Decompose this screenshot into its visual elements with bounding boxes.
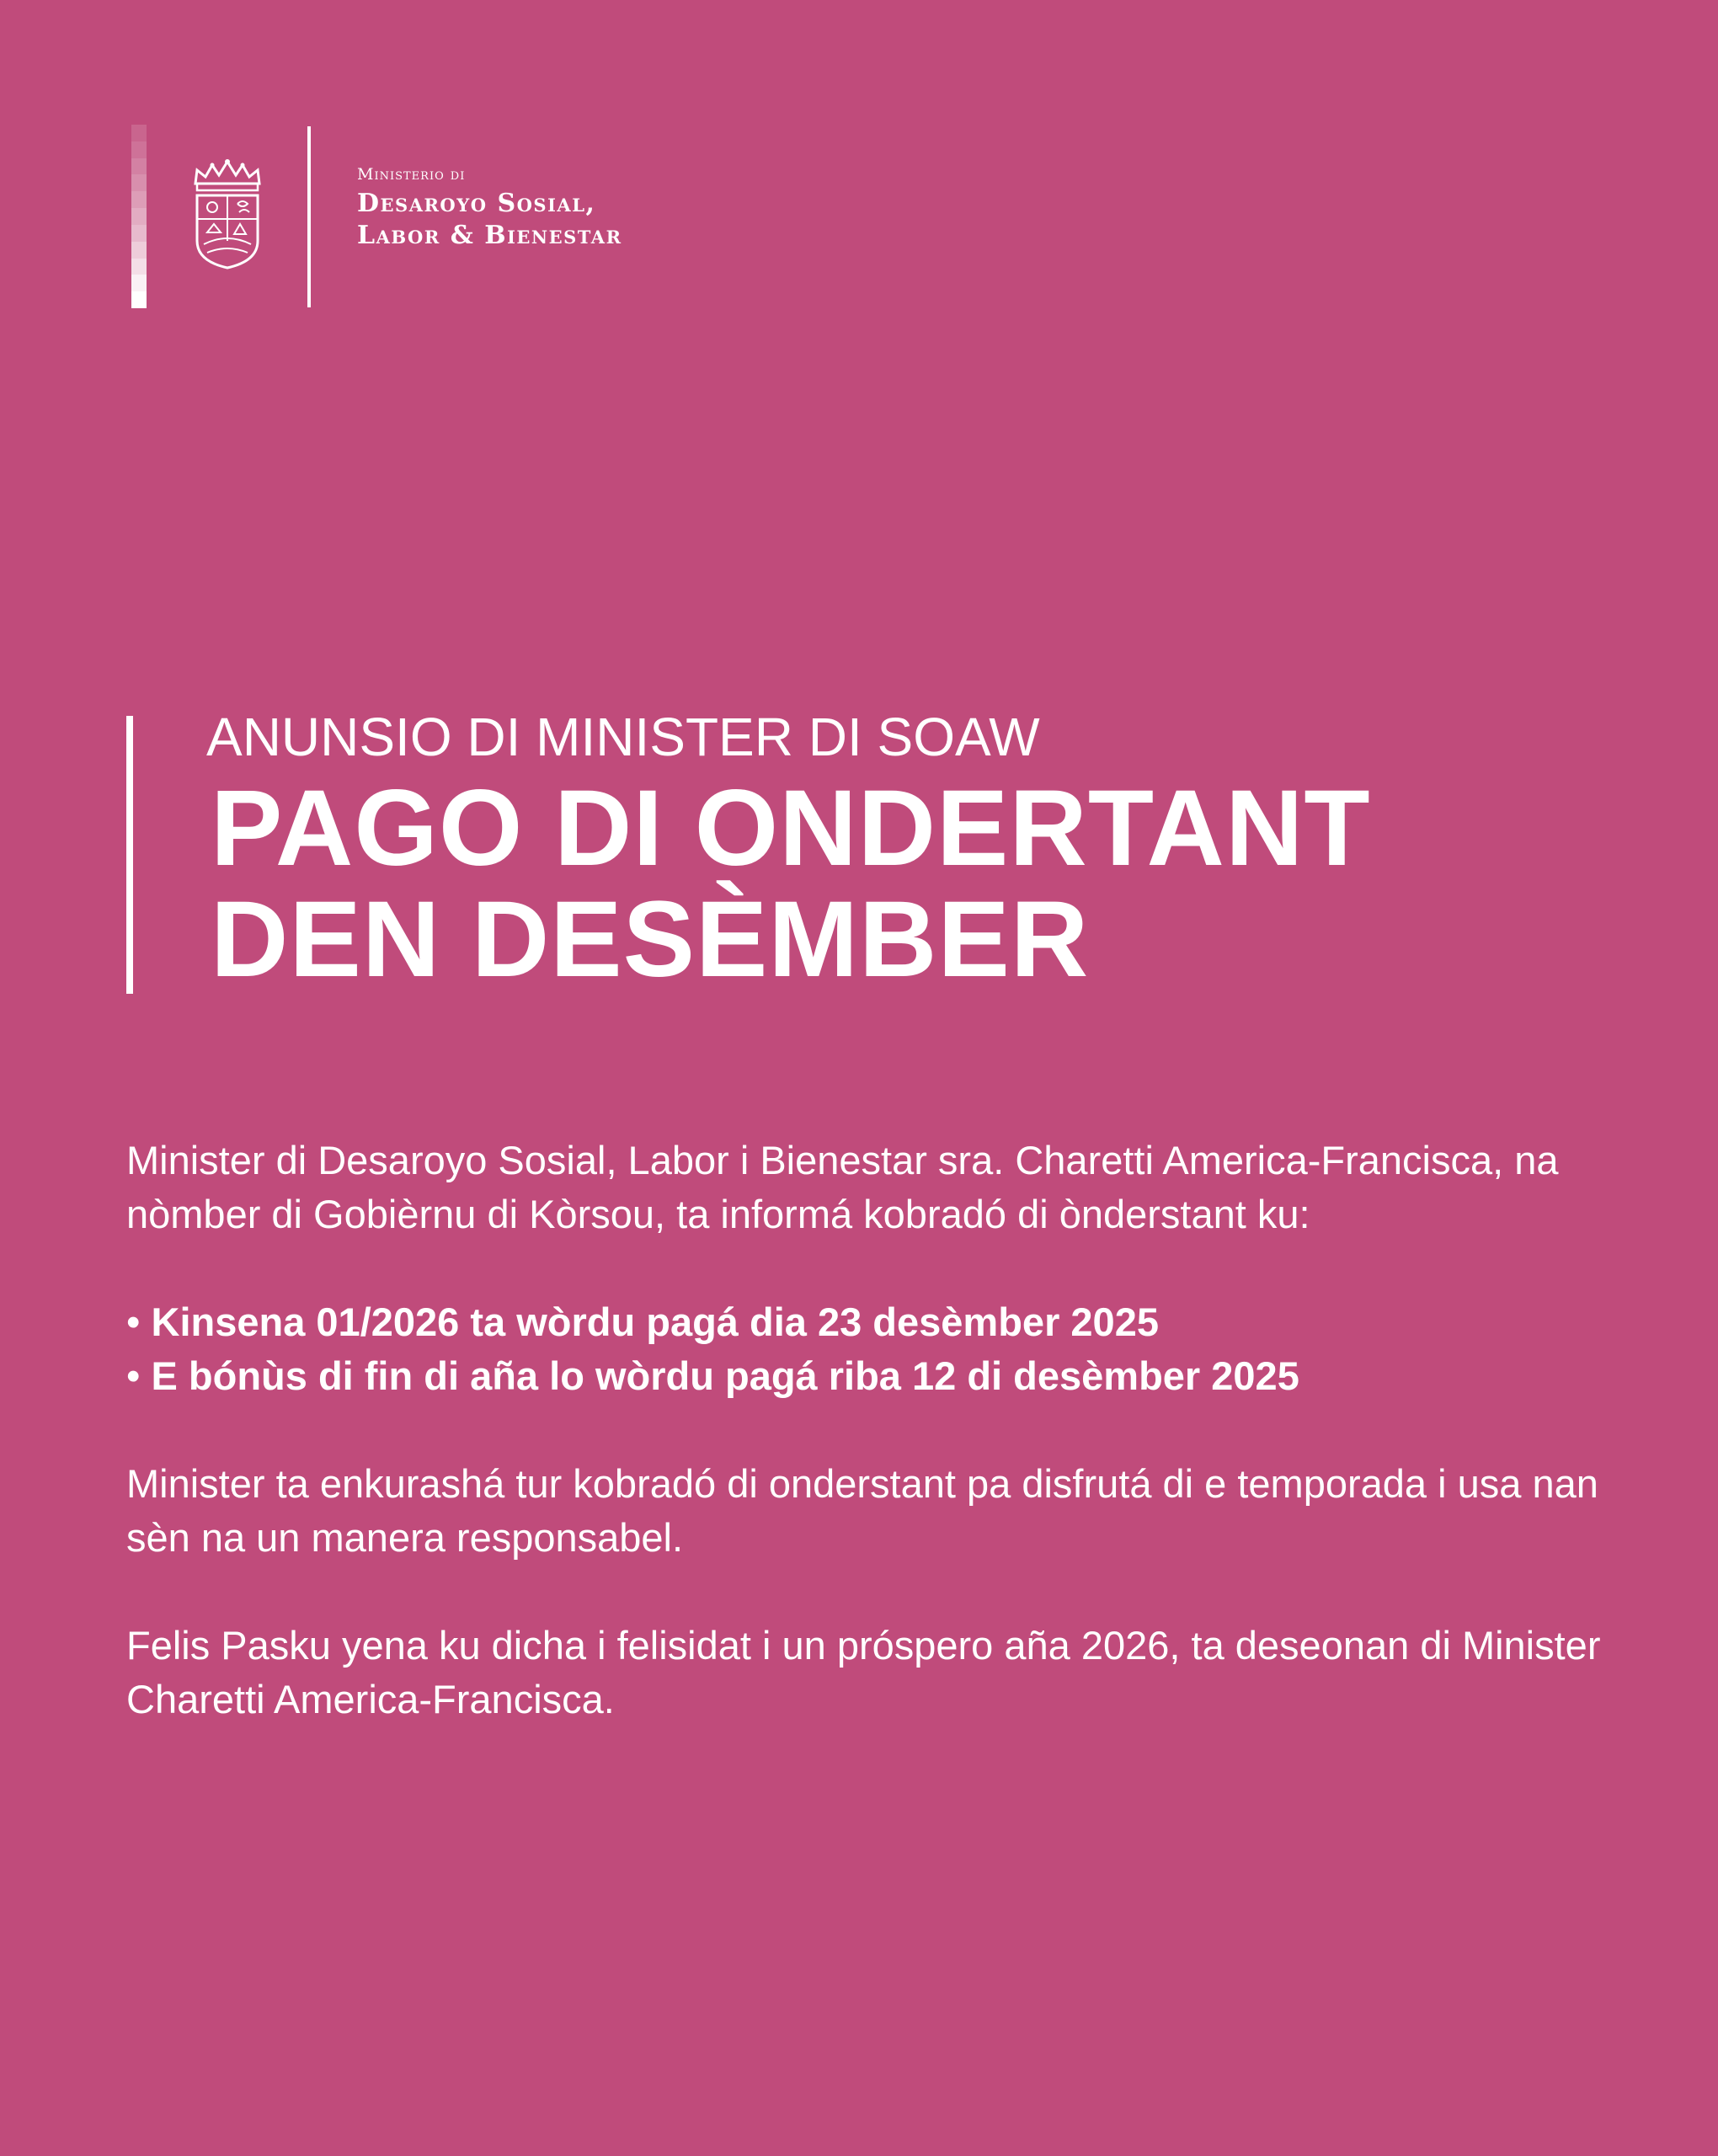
announcement-title-line2: DEN DESÈMBER: [211, 879, 1090, 1000]
announcement-title-line1: PAGO DI ONDERTANT: [211, 768, 1371, 889]
list-item: • E bónùs di fin di aña lo wòrdu pagá riba 12 di desèmber 2025: [126, 1349, 1609, 1403]
coat-of-arms-icon: [189, 158, 266, 271]
announcement-kicker: ANUNSIO DI MINISTER DI SOAW: [206, 707, 1040, 767]
ministry-name-line2: Labor & Bienestar: [357, 221, 622, 250]
payment-dates-list: [126, 1295, 1609, 1403]
headline-accent-bar: [126, 716, 133, 994]
ministry-small-label: Ministerio di: [357, 165, 466, 184]
ministry-name-line1: Desaroyo Sosial,: [357, 189, 596, 218]
ministry-name: [357, 167, 622, 255]
intro-paragraph: Minister di Desaroyo Sosial, Labor i Bienestar sra. Charetti America-Francisca, na nòmber di Gobièrnu di Kòrsou, ta informá kobradó di ònderstant ku:: [126, 1138, 1559, 1236]
logo-gradient-strip: [131, 125, 147, 308]
list-item: • Kinsena 01/2026 ta wòrdu pagá dia 23 desèmber 2025: [126, 1295, 1609, 1349]
encouragement-paragraph: Minister ta enkurashá tur kobradó di onderstant pa disfrutá di e temporada i usa nan sèn na un manera responsabel.: [126, 1461, 1598, 1560]
logo-divider: [307, 126, 311, 307]
announcement-body: [126, 1134, 1609, 1780]
announcement-title: [211, 768, 1371, 1000]
greeting-paragraph: Felis Pasku yena ku dicha i felisidat i un próspero aña 2026, ta deseonan di Minister Charetti America-Francisca.: [126, 1623, 1601, 1721]
